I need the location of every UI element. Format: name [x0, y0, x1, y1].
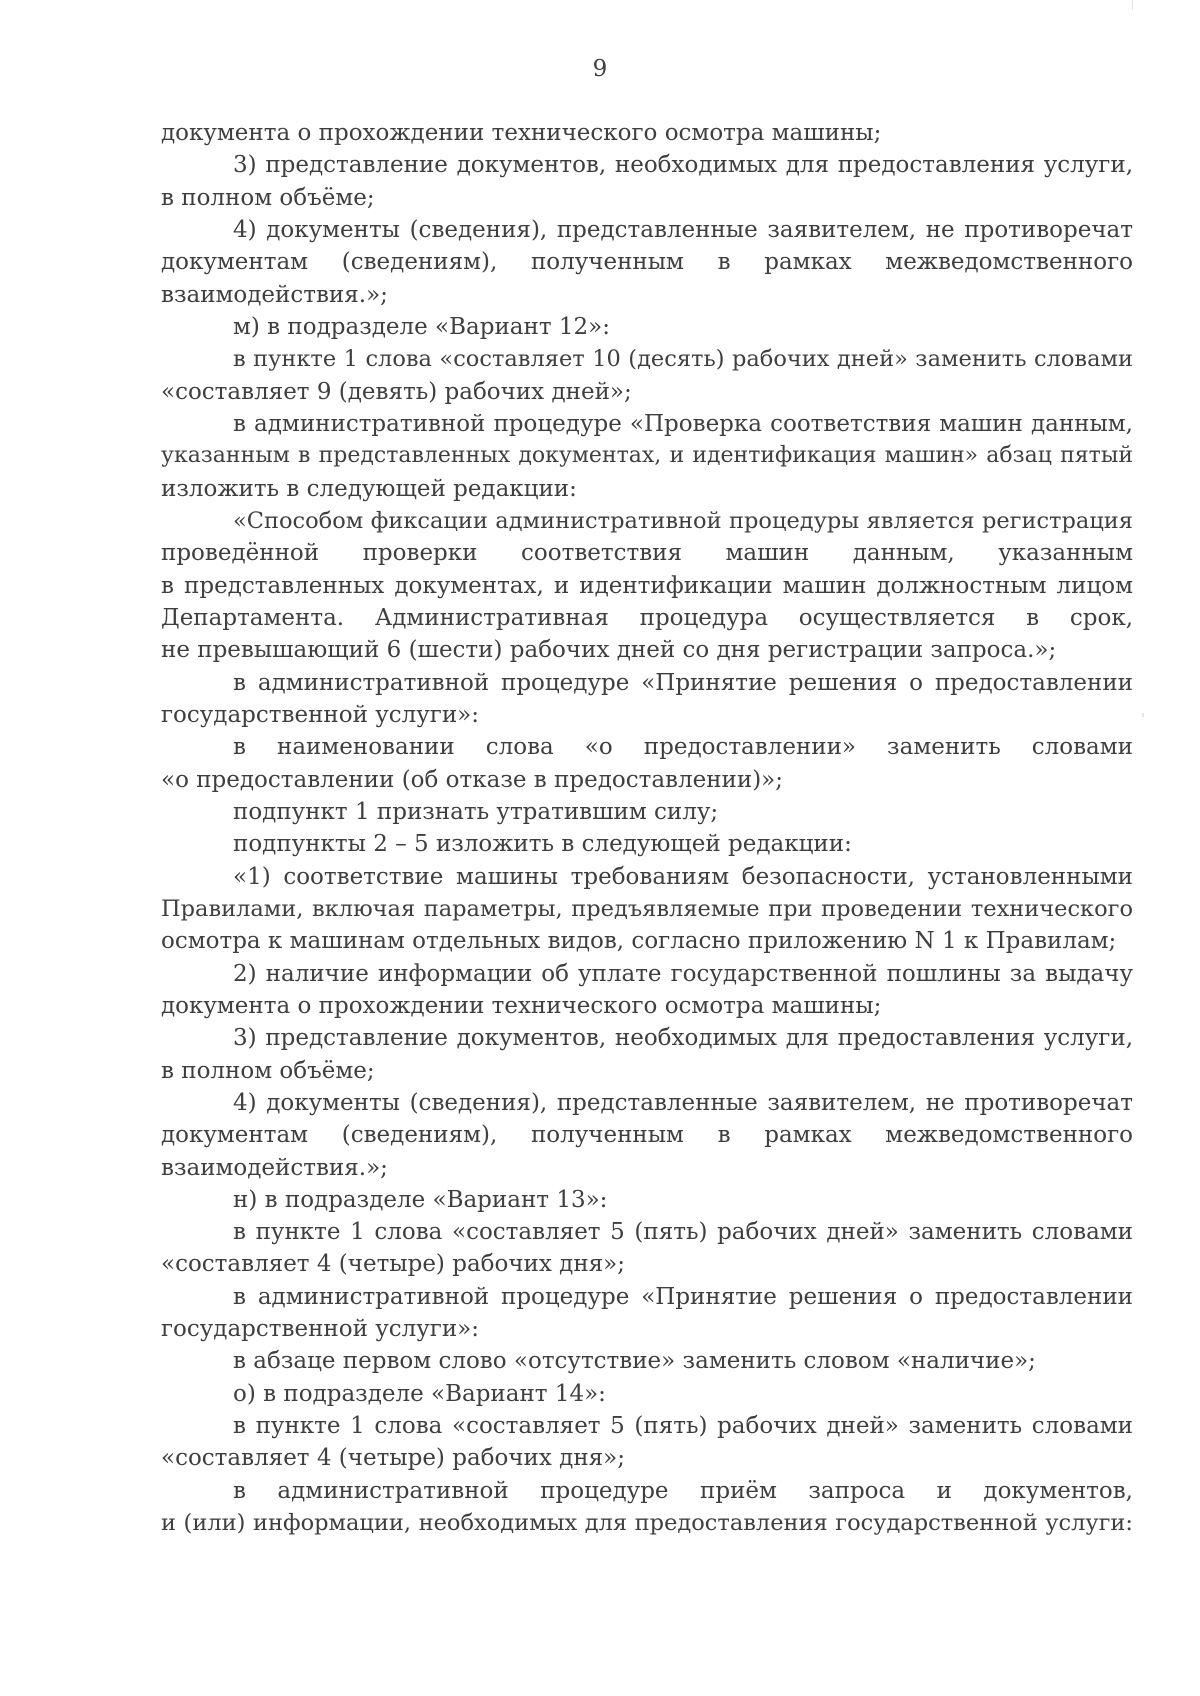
text-line: в административной процедуре приём запроса и документов, — [233, 1477, 1133, 1504]
text-line: Департамента. Административная процедура осуществляется в срок, — [161, 604, 1133, 631]
text-line: в пункте 1 слова «составляет 5 (пять) рабочих дней» заменить словами — [233, 1219, 1133, 1246]
text-line: н) в подразделе «Вариант 13»: — [233, 1186, 608, 1213]
text-line: м) в подразделе «Вариант 12»: — [233, 313, 610, 340]
text-line: «составляет 4 (четыре) рабочих дня»; — [161, 1445, 625, 1472]
text-line: о) в подразделе «Вариант 14»: — [233, 1380, 606, 1407]
scan-edge-mark — [1142, 713, 1144, 717]
text-line: «1) соответствие машины требованиям безопасности, установленными — [233, 863, 1133, 890]
text-line: указанным в представленных документах, и идентификация машин» абзац пятый — [161, 443, 1133, 469]
text-line: Правилами, включая параметры, предъявляемые при проведении технического — [161, 895, 1133, 922]
text-line: взаимодействия.»; — [161, 1154, 388, 1181]
text-line: изложить в следующей редакции: — [161, 475, 577, 502]
text-line: осмотра к машинам отдельных видов, согласно приложению N 1 к Правилам; — [161, 928, 1117, 955]
text-line: «составляет 4 (четыре) рабочих дня»; — [161, 1251, 625, 1278]
text-line: государственной услуги»: — [161, 701, 479, 728]
text-line: «о предоставлении (об отказе в предоставлении)»; — [161, 766, 783, 793]
text-line: в наименовании слова «о предоставлении» заменить словами — [233, 734, 1133, 761]
text-line: документам (сведениям), полученным в рамках межведомственного — [161, 1122, 1133, 1149]
text-line: документа о прохождении технического осмотра машины; — [161, 992, 882, 1019]
text-line: подпункты 2 – 5 изложить в следующей редакции: — [233, 831, 852, 858]
text-line: и (или) информации, необходимых для предоставления государственной услуги: — [161, 1510, 1133, 1537]
text-line: 2) наличие информации об уплате государственной пошлины за выдачу — [233, 960, 1133, 987]
text-line: документам (сведениям), полученным в рамках межведомственного — [161, 249, 1133, 276]
text-line: в пункте 1 слова «составляет 5 (пять) рабочих дней» заменить словами — [233, 1413, 1133, 1440]
text-line: в полном объёме; — [161, 184, 375, 211]
text-line: в представленных документах, и идентификации машин должностным лицом — [161, 572, 1133, 599]
text-line: не превышающий 6 (шести) рабочих дней со дня регистрации запроса.»; — [161, 637, 1057, 664]
document-text — [161, 117, 1133, 1539]
scan-edge-mark — [1132, 0, 1133, 10]
page-number: 9 — [592, 56, 608, 82]
text-line: в административной процедуре «Проверка соответствия машин данным, — [233, 410, 1133, 437]
text-line: проведённой проверки соответствия машин данным, указанным — [161, 540, 1133, 567]
text-line: 3) представление документов, необходимых для предоставления услуги, — [233, 1025, 1133, 1052]
text-line: в пункте 1 слова «составляет 10 (десять) рабочих дней» заменить словами — [233, 346, 1133, 373]
text-line: в полном объёме; — [161, 1057, 375, 1084]
text-line: государственной услуги»: — [161, 1316, 479, 1343]
text-line: в административной процедуре «Принятие решения о предоставлении — [233, 1283, 1133, 1310]
text-line: «составляет 9 (девять) рабочих дней»; — [161, 378, 632, 405]
text-line: 4) документы (сведения), представленные заявителем, не противоречат — [233, 216, 1133, 243]
text-line: 4) документы (сведения), представленные заявителем, не противоречат — [233, 1089, 1133, 1116]
text-line: подпункт 1 признать утратившим силу; — [233, 798, 719, 825]
text-line: документа о прохождении технического осмотра машины; — [161, 120, 882, 146]
text-line: в административной процедуре «Принятие решения о предоставлении — [233, 669, 1133, 696]
text-line: взаимодействия.»; — [161, 281, 388, 308]
text-line: в абзаце первом слово «отсутствие» заменить словом «наличие»; — [233, 1348, 1036, 1375]
text-line: 3) представление документов, необходимых для предоставления услуги, — [233, 152, 1133, 179]
text-line: «Способом фиксации административной процедуры является регистрация — [233, 507, 1133, 534]
